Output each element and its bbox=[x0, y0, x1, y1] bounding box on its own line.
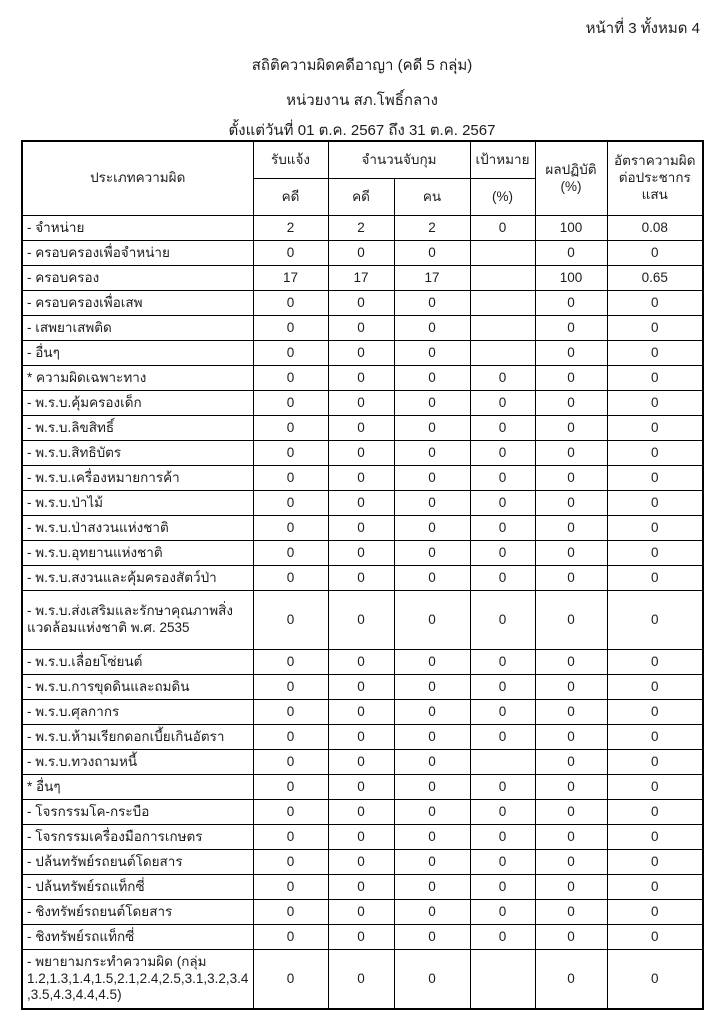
rate-cell: 0 bbox=[607, 900, 703, 925]
arrest-people-cell: 0 bbox=[394, 925, 470, 950]
target-cell: 0 bbox=[470, 850, 535, 875]
offense-type-cell: - ครอบครองเพื่อเสพ bbox=[22, 291, 253, 316]
col-subheader-arrest-people: คน bbox=[394, 179, 470, 216]
arrest-people-cell: 0 bbox=[394, 491, 470, 516]
rate-cell: 0.65 bbox=[607, 266, 703, 291]
received-cell: 0 bbox=[253, 725, 328, 750]
rate-cell: 0 bbox=[607, 950, 703, 1010]
arrest-people-cell: 0 bbox=[394, 566, 470, 591]
received-cell: 0 bbox=[253, 466, 328, 491]
arrest-cases-cell: 0 bbox=[328, 441, 394, 466]
rate-cell: 0.08 bbox=[607, 216, 703, 241]
offense-type-cell: * ความผิดเฉพาะทาง bbox=[22, 366, 253, 391]
target-cell: 0 bbox=[470, 800, 535, 825]
arrest-cases-cell: 0 bbox=[328, 850, 394, 875]
target-cell bbox=[470, 241, 535, 266]
arrest-cases-cell: 0 bbox=[328, 700, 394, 725]
arrest-people-cell: 0 bbox=[394, 800, 470, 825]
offense-type-cell: - ชิงทรัพย์รถแท็กซี่ bbox=[22, 925, 253, 950]
col-header-offense-type: ประเภทความผิด bbox=[22, 141, 253, 216]
table-row bbox=[22, 750, 703, 775]
offense-type-cell: - พ.ร.บ.ป่าสงวนแห่งชาติ bbox=[22, 516, 253, 541]
rate-cell: 0 bbox=[607, 925, 703, 950]
table-row bbox=[22, 800, 703, 825]
offense-type-cell: - พ.ร.บ.คุ้มครองเด็ก bbox=[22, 391, 253, 416]
target-cell: 0 bbox=[470, 775, 535, 800]
result-cell: 0 bbox=[535, 391, 607, 416]
table-row bbox=[22, 391, 703, 416]
table-row bbox=[22, 416, 703, 441]
offense-type-cell: - พ.ร.บ.ห้ามเรียกดอกเบี้ยเกินอัตรา bbox=[22, 725, 253, 750]
result-cell: 0 bbox=[535, 900, 607, 925]
result-cell: 0 bbox=[535, 875, 607, 900]
arrest-people-cell: 0 bbox=[394, 241, 470, 266]
arrest-cases-cell: 0 bbox=[328, 291, 394, 316]
result-cell: 0 bbox=[535, 316, 607, 341]
rate-cell: 0 bbox=[607, 366, 703, 391]
col-header-target: เป้าหมาย bbox=[470, 141, 535, 179]
arrest-cases-cell: 0 bbox=[328, 875, 394, 900]
rate-cell: 0 bbox=[607, 541, 703, 566]
arrest-cases-cell: 0 bbox=[328, 750, 394, 775]
table-row bbox=[22, 516, 703, 541]
offense-type-cell: - จำหน่าย bbox=[22, 216, 253, 241]
arrest-people-cell: 0 bbox=[394, 591, 470, 650]
offense-type-cell: - พ.ร.บ.ป่าไม้ bbox=[22, 491, 253, 516]
result-cell: 0 bbox=[535, 825, 607, 850]
result-cell: 0 bbox=[535, 800, 607, 825]
result-cell: 0 bbox=[535, 750, 607, 775]
page-indicator: หน้าที่ 3 ทั้งหมด 4 bbox=[585, 20, 700, 37]
rate-cell: 0 bbox=[607, 441, 703, 466]
arrest-cases-cell: 0 bbox=[328, 341, 394, 366]
received-cell: 0 bbox=[253, 700, 328, 725]
received-cell: 0 bbox=[253, 950, 328, 1010]
arrest-people-cell: 0 bbox=[394, 341, 470, 366]
table-row bbox=[22, 650, 703, 675]
arrest-cases-cell: 0 bbox=[328, 466, 394, 491]
arrest-people-cell: 0 bbox=[394, 825, 470, 850]
arrest-people-cell: 0 bbox=[394, 650, 470, 675]
result-cell: 0 bbox=[535, 441, 607, 466]
result-cell: 0 bbox=[535, 925, 607, 950]
arrest-cases-cell: 0 bbox=[328, 800, 394, 825]
target-cell: 0 bbox=[470, 541, 535, 566]
arrest-people-cell: 0 bbox=[394, 950, 470, 1010]
offense-type-cell: - ปล้นทรัพย์รถยนต์โดยสาร bbox=[22, 850, 253, 875]
result-cell: 0 bbox=[535, 725, 607, 750]
table-row bbox=[22, 700, 703, 725]
offense-type-cell: - พ.ร.บ.การขุดดินและถมดิน bbox=[22, 675, 253, 700]
rate-cell: 0 bbox=[607, 800, 703, 825]
table-row bbox=[22, 950, 703, 1010]
rate-cell: 0 bbox=[607, 650, 703, 675]
arrest-cases-cell: 0 bbox=[328, 650, 394, 675]
offense-type-cell: * อื่นๆ bbox=[22, 775, 253, 800]
received-cell: 0 bbox=[253, 541, 328, 566]
rate-cell: 0 bbox=[607, 591, 703, 650]
table-row bbox=[22, 216, 703, 241]
offense-type-cell: - พ.ร.บ.ทวงถามหนี้ bbox=[22, 750, 253, 775]
target-cell: 0 bbox=[470, 516, 535, 541]
table-row bbox=[22, 491, 703, 516]
target-cell bbox=[470, 291, 535, 316]
col-header-received: รับแจ้ง bbox=[253, 141, 328, 179]
result-cell: 0 bbox=[535, 366, 607, 391]
result-cell: 0 bbox=[535, 566, 607, 591]
table-row bbox=[22, 366, 703, 391]
received-cell: 0 bbox=[253, 416, 328, 441]
offense-type-cell: - พ.ร.บ.ลิขสิทธิ์ bbox=[22, 416, 253, 441]
result-cell: 100 bbox=[535, 216, 607, 241]
rate-cell: 0 bbox=[607, 291, 703, 316]
col-subheader-target-pct: (%) bbox=[470, 179, 535, 216]
rate-cell: 0 bbox=[607, 700, 703, 725]
table-row bbox=[22, 566, 703, 591]
table-row bbox=[22, 541, 703, 566]
target-cell: 0 bbox=[470, 416, 535, 441]
arrest-cases-cell: 0 bbox=[328, 366, 394, 391]
target-cell bbox=[470, 266, 535, 291]
arrest-cases-cell: 0 bbox=[328, 566, 394, 591]
target-cell: 0 bbox=[470, 725, 535, 750]
result-cell: 0 bbox=[535, 291, 607, 316]
received-cell: 0 bbox=[253, 566, 328, 591]
table-row bbox=[22, 291, 703, 316]
arrest-cases-cell: 0 bbox=[328, 516, 394, 541]
offense-type-cell: - พ.ร.บ.เลื่อยโซ่ยนต์ bbox=[22, 650, 253, 675]
arrest-people-cell: 0 bbox=[394, 875, 470, 900]
arrest-cases-cell: 0 bbox=[328, 316, 394, 341]
table-row bbox=[22, 850, 703, 875]
offense-type-cell: - พยายามกระทำความผิด (กลุ่ม 1.2,1.3,1.4,1.5,2.1,2.4,2.5,3.1,3.2,3.4,3.5,4.3,4.4,4.5) bbox=[22, 950, 253, 1010]
target-cell: 0 bbox=[470, 675, 535, 700]
result-cell: 0 bbox=[535, 650, 607, 675]
rate-cell: 0 bbox=[607, 416, 703, 441]
received-cell: 0 bbox=[253, 241, 328, 266]
table-row bbox=[22, 825, 703, 850]
rate-cell: 0 bbox=[607, 750, 703, 775]
target-cell: 0 bbox=[470, 216, 535, 241]
received-cell: 0 bbox=[253, 291, 328, 316]
rate-cell: 0 bbox=[607, 850, 703, 875]
target-cell bbox=[470, 316, 535, 341]
arrest-people-cell: 0 bbox=[394, 466, 470, 491]
result-cell: 0 bbox=[535, 591, 607, 650]
table-row bbox=[22, 675, 703, 700]
target-cell: 0 bbox=[470, 900, 535, 925]
arrest-people-cell: 2 bbox=[394, 216, 470, 241]
arrest-cases-cell: 0 bbox=[328, 391, 394, 416]
result-cell: 0 bbox=[535, 541, 607, 566]
result-cell: 0 bbox=[535, 241, 607, 266]
result-cell: 0 bbox=[535, 950, 607, 1010]
offense-type-cell: - พ.ร.บ.สงวนและคุ้มครองสัตว์ป่า bbox=[22, 566, 253, 591]
table-row bbox=[22, 266, 703, 291]
target-cell: 0 bbox=[470, 441, 535, 466]
rate-cell: 0 bbox=[607, 341, 703, 366]
document-title: สถิติความผิดคดีอาญา (คดี 5 กลุ่ม) bbox=[251, 57, 473, 74]
received-cell: 0 bbox=[253, 491, 328, 516]
arrest-people-cell: 0 bbox=[394, 700, 470, 725]
arrest-cases-cell: 0 bbox=[328, 825, 394, 850]
target-cell: 0 bbox=[470, 366, 535, 391]
offense-type-cell: - พ.ร.บ.ศุลกากร bbox=[22, 700, 253, 725]
offense-type-cell: - ชิงทรัพย์รถยนต์โดยสาร bbox=[22, 900, 253, 925]
rate-cell: 0 bbox=[607, 516, 703, 541]
offense-type-cell: - โจรกรรมเครื่องมือการเกษตร bbox=[22, 825, 253, 850]
received-cell: 0 bbox=[253, 900, 328, 925]
table-row bbox=[22, 341, 703, 366]
rate-cell: 0 bbox=[607, 775, 703, 800]
rate-cell: 0 bbox=[607, 241, 703, 266]
col-subheader-received-cases: คดี bbox=[253, 179, 328, 216]
arrest-people-cell: 0 bbox=[394, 725, 470, 750]
result-cell: 0 bbox=[535, 516, 607, 541]
received-cell: 0 bbox=[253, 366, 328, 391]
received-cell: 0 bbox=[253, 591, 328, 650]
col-header-arrests: จำนวนจับกุม bbox=[328, 141, 470, 179]
arrest-people-cell: 0 bbox=[394, 416, 470, 441]
rate-cell: 0 bbox=[607, 675, 703, 700]
target-cell: 0 bbox=[470, 825, 535, 850]
arrest-people-cell: 0 bbox=[394, 366, 470, 391]
unit-line: หน่วยงาน สภ.โพธิ์กลาง bbox=[286, 92, 438, 109]
arrest-people-cell: 0 bbox=[394, 291, 470, 316]
target-cell: 0 bbox=[470, 491, 535, 516]
offense-type-cell: - พ.ร.บ.ส่งเสริมและรักษาคุณภาพสิ่งแวดล้อมแห่งชาติ พ.ศ. 2535 bbox=[22, 591, 253, 650]
table-row bbox=[22, 441, 703, 466]
received-cell: 0 bbox=[253, 516, 328, 541]
col-subheader-arrest-cases: คดี bbox=[328, 179, 394, 216]
received-cell: 0 bbox=[253, 825, 328, 850]
result-cell: 0 bbox=[535, 675, 607, 700]
offense-type-cell: - ครอบครองเพื่อจำหน่าย bbox=[22, 241, 253, 266]
target-cell bbox=[470, 950, 535, 1010]
arrest-cases-cell: 0 bbox=[328, 416, 394, 441]
target-cell: 0 bbox=[470, 591, 535, 650]
arrest-people-cell: 0 bbox=[394, 900, 470, 925]
result-cell: 0 bbox=[535, 775, 607, 800]
crime-statistics-table bbox=[21, 140, 704, 1010]
arrest-cases-cell: 0 bbox=[328, 775, 394, 800]
offense-type-cell: - เสพยาเสพติด bbox=[22, 316, 253, 341]
table-row bbox=[22, 900, 703, 925]
received-cell: 0 bbox=[253, 650, 328, 675]
received-cell: 0 bbox=[253, 316, 328, 341]
target-cell bbox=[470, 750, 535, 775]
received-cell: 0 bbox=[253, 775, 328, 800]
table-row bbox=[22, 591, 703, 650]
offense-type-cell: - พ.ร.บ.อุทยานแห่งชาติ bbox=[22, 541, 253, 566]
received-cell: 0 bbox=[253, 441, 328, 466]
arrest-cases-cell: 0 bbox=[328, 950, 394, 1010]
arrest-cases-cell: 17 bbox=[328, 266, 394, 291]
offense-type-cell: - พ.ร.บ.สิทธิบัตร bbox=[22, 441, 253, 466]
arrest-people-cell: 0 bbox=[394, 541, 470, 566]
received-cell: 0 bbox=[253, 925, 328, 950]
rate-cell: 0 bbox=[607, 875, 703, 900]
arrest-people-cell: 0 bbox=[394, 750, 470, 775]
arrest-cases-cell: 0 bbox=[328, 491, 394, 516]
offense-type-cell: - ปล้นทรัพย์รถแท็กซี่ bbox=[22, 875, 253, 900]
result-cell: 0 bbox=[535, 850, 607, 875]
arrest-people-cell: 0 bbox=[394, 675, 470, 700]
result-cell: 0 bbox=[535, 700, 607, 725]
arrest-cases-cell: 0 bbox=[328, 591, 394, 650]
rate-cell: 0 bbox=[607, 566, 703, 591]
arrest-people-cell: 0 bbox=[394, 850, 470, 875]
arrest-cases-cell: 0 bbox=[328, 675, 394, 700]
received-cell: 0 bbox=[253, 391, 328, 416]
table-row bbox=[22, 316, 703, 341]
rate-cell: 0 bbox=[607, 825, 703, 850]
arrest-people-cell: 0 bbox=[394, 391, 470, 416]
target-cell: 0 bbox=[470, 875, 535, 900]
arrest-people-cell: 0 bbox=[394, 775, 470, 800]
result-cell: 100 bbox=[535, 266, 607, 291]
header-row-1 bbox=[22, 141, 703, 179]
table-row bbox=[22, 775, 703, 800]
rate-cell: 0 bbox=[607, 466, 703, 491]
table-body bbox=[22, 216, 703, 1010]
offense-type-cell: - โจรกรรมโค-กระบือ bbox=[22, 800, 253, 825]
rate-cell: 0 bbox=[607, 316, 703, 341]
arrest-people-cell: 17 bbox=[394, 266, 470, 291]
table-row bbox=[22, 925, 703, 950]
target-cell: 0 bbox=[470, 466, 535, 491]
offense-type-cell: - พ.ร.บ.เครื่องหมายการค้า bbox=[22, 466, 253, 491]
rate-cell: 0 bbox=[607, 491, 703, 516]
table-row bbox=[22, 875, 703, 900]
table-header bbox=[22, 141, 703, 216]
arrest-people-cell: 0 bbox=[394, 516, 470, 541]
rate-cell: 0 bbox=[607, 725, 703, 750]
arrest-cases-cell: 0 bbox=[328, 900, 394, 925]
result-cell: 0 bbox=[535, 416, 607, 441]
offense-type-cell: - ครอบครอง bbox=[22, 266, 253, 291]
arrest-people-cell: 0 bbox=[394, 316, 470, 341]
col-header-result: ผลปฏิบัติ (%) bbox=[535, 141, 607, 216]
received-cell: 0 bbox=[253, 800, 328, 825]
received-cell: 0 bbox=[253, 341, 328, 366]
rate-cell: 0 bbox=[607, 391, 703, 416]
col-header-rate: อัตราความผิดต่อประชากรแสน bbox=[607, 141, 703, 216]
received-cell: 2 bbox=[253, 216, 328, 241]
arrest-cases-cell: 0 bbox=[328, 925, 394, 950]
received-cell: 0 bbox=[253, 750, 328, 775]
arrest-cases-cell: 0 bbox=[328, 241, 394, 266]
received-cell: 0 bbox=[253, 675, 328, 700]
received-cell: 17 bbox=[253, 266, 328, 291]
target-cell bbox=[470, 341, 535, 366]
target-cell: 0 bbox=[470, 925, 535, 950]
result-cell: 0 bbox=[535, 341, 607, 366]
target-cell: 0 bbox=[470, 700, 535, 725]
target-cell: 0 bbox=[470, 391, 535, 416]
target-cell: 0 bbox=[470, 566, 535, 591]
result-cell: 0 bbox=[535, 466, 607, 491]
target-cell: 0 bbox=[470, 650, 535, 675]
offense-type-cell: - อื่นๆ bbox=[22, 341, 253, 366]
date-range-line: ตั้งแต่วันที่ 01 ต.ค. 2567 ถึง 31 ต.ค. 2567 bbox=[228, 122, 496, 139]
result-cell: 0 bbox=[535, 491, 607, 516]
received-cell: 0 bbox=[253, 875, 328, 900]
table-row bbox=[22, 725, 703, 750]
table-row bbox=[22, 241, 703, 266]
arrest-cases-cell: 0 bbox=[328, 541, 394, 566]
received-cell: 0 bbox=[253, 850, 328, 875]
table-row bbox=[22, 466, 703, 491]
arrest-cases-cell: 2 bbox=[328, 216, 394, 241]
arrest-cases-cell: 0 bbox=[328, 725, 394, 750]
arrest-people-cell: 0 bbox=[394, 441, 470, 466]
